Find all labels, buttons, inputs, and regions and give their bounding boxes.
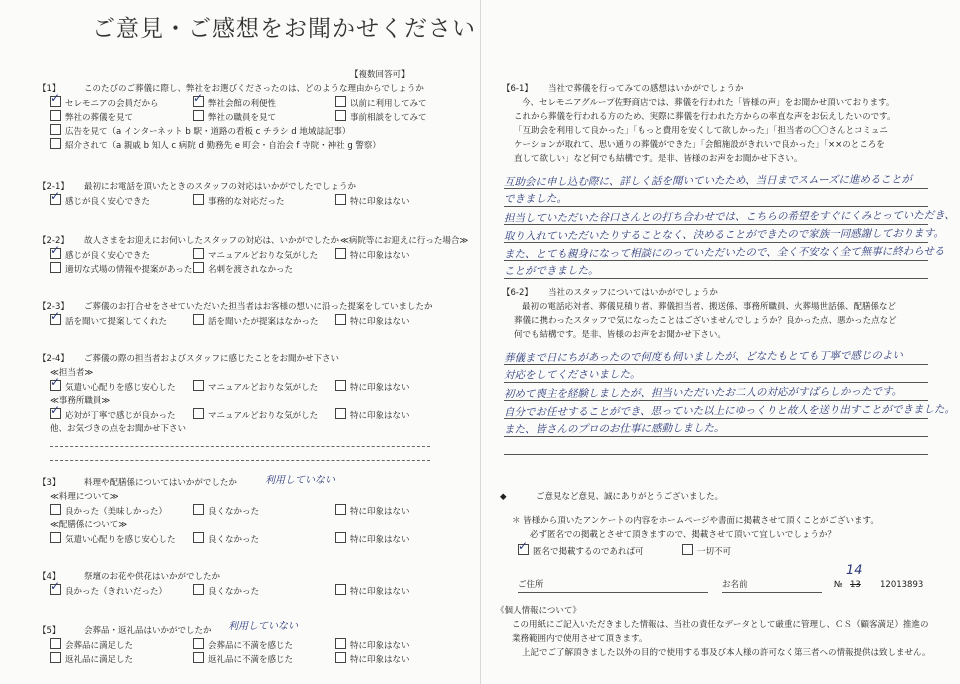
serial-no-struck: 13 [850, 580, 861, 590]
q6-1-handwritten-line: ことができました。 [503, 264, 599, 278]
checkbox[interactable] [50, 532, 61, 543]
checkbox[interactable] [50, 584, 61, 595]
checkbox[interactable] [335, 380, 346, 391]
checkbox[interactable] [193, 408, 204, 419]
checkbox[interactable] [50, 124, 61, 135]
q3-option[interactable]: 良くなかった [193, 532, 259, 547]
publish-line-1: ＊ 皆様から頂いたアンケートの内容をホームページや書面に掲載させて頂くことがございます。 [512, 516, 879, 526]
question-6-1: 【6-1】 当社で葬儀を行ってみての感想はいかがでしょうか [502, 84, 744, 94]
q1-text: このたびのご葬儀に際し、弊社をお選びくださったのは、どのような理由からでしょうか [84, 84, 424, 94]
q2-2-note: ≪病院等にお迎えに行った場合≫ [340, 236, 469, 246]
q1-option[interactable]: 紹介されて（a 親戚 b 知人 c 病院 d 勤務先 e 町会・自治会 f 寺院・神社 g 警察） [50, 138, 381, 153]
q1-option[interactable]: 広告を見て（a インターネット b 駅・道路の看板 c チラシ d 地域誌記事） [50, 124, 350, 139]
multi-answer-note: 【複数回答可】 [350, 70, 410, 80]
q1-option[interactable]: 事前相談をしてみて [335, 110, 427, 125]
question-2-1: 【2-1】 最初にお電話を頂いたときのスタッフの対応はいかがでしたでしょうか [38, 182, 357, 192]
write-line [50, 446, 430, 447]
right-page [482, 0, 960, 684]
q5-option[interactable]: 会葬品に不満を感じた [193, 638, 293, 653]
q4-option[interactable]: 特に印象はない [335, 584, 410, 599]
checkbox[interactable] [50, 314, 61, 325]
q1-number: 【1】 [38, 84, 61, 94]
q2-4-option[interactable]: ✓気遣い心配りを感じ安心した [50, 380, 176, 395]
q6-2-desc-line: 何でも結構です。是非、皆様のお声をお聞かせ下さい。 [514, 330, 726, 340]
checkbox[interactable] [193, 638, 204, 649]
checkbox[interactable] [335, 110, 346, 121]
q3-sub-food: ≪料理について≫ [50, 492, 119, 502]
checkbox[interactable] [50, 638, 61, 649]
q5-option[interactable]: 特に印象はない [335, 638, 410, 653]
question-1 [38, 82, 424, 96]
q3-option[interactable]: 気遣い心配りを感じ安心した [50, 532, 176, 547]
name-field-line [722, 592, 822, 593]
q3-sub-server: ≪配膳係について≫ [50, 520, 128, 530]
address-label: ご住所 [518, 580, 544, 590]
checkbox[interactable] [335, 652, 346, 663]
q6-1-desc-line: 「互助会を利用して良かった」「もっと費用を安くして欲しかった」「担当者の〇〇さんとコミュニ [514, 126, 888, 136]
checkbox[interactable] [335, 584, 346, 595]
checkbox[interactable] [193, 262, 204, 273]
q3-option[interactable]: 良かった（美味しかった） [50, 504, 167, 519]
checkbox[interactable] [50, 138, 61, 149]
checkbox[interactable] [335, 314, 346, 325]
checkbox[interactable] [335, 408, 346, 419]
q2-4-option[interactable]: 特に印象はない [335, 380, 410, 395]
write-line [504, 278, 928, 279]
write-line [504, 206, 928, 207]
q2-1-option[interactable]: 特に印象はない [335, 194, 410, 209]
q2-4-option[interactable]: マニュアルどおりな気がした [193, 380, 318, 395]
q2-2-option[interactable]: 適切な式場の情報や提案があった [50, 262, 192, 277]
checkbox[interactable] [193, 248, 204, 259]
checkbox[interactable] [518, 544, 529, 555]
q4-option[interactable]: 良くなかった [193, 584, 259, 599]
q2-4-option[interactable]: マニュアルどおりな気がした [193, 408, 318, 423]
checkbox[interactable] [335, 194, 346, 205]
q2-2-option[interactable]: 名刺を渡されなかった [193, 262, 293, 277]
checkbox[interactable] [50, 408, 61, 419]
q6-2-desc-line: 最初の電話応対者、葬儀見積り者、葬儀担当者、搬送係、事務所職員、火葬場世話係、配膳係など [522, 302, 897, 312]
q6-1-handwritten-line: 取り入れていただいたりすることなく、決めることができたので家族一同感謝しております。 [503, 227, 944, 243]
q2-2-option[interactable]: マニュアルどおりな気がした [193, 248, 318, 263]
q1-option[interactable]: ✓セレモニアの会員だから [50, 96, 159, 111]
q1-option[interactable]: 弊社の葬儀を見て [50, 110, 133, 125]
q2-4-option[interactable]: 特に印象はない [335, 408, 410, 423]
privacy-line: 上記でご了解頂きました以外の目的で使用する事及び本人様の許可なく第三者への情報提供は致しません。 [522, 648, 931, 658]
serial-no-label: № [834, 580, 843, 590]
q5-handwritten-note: 利用していない [227, 620, 299, 633]
q4-option[interactable]: ✓良かった（きれいだった） [50, 584, 167, 599]
checkbox[interactable] [50, 652, 61, 663]
page-fold [480, 0, 481, 684]
checkbox[interactable] [335, 504, 346, 515]
q5-option[interactable]: 返礼品に不満を感じた [193, 652, 293, 667]
q3-option[interactable]: 特に印象はない [335, 532, 410, 547]
privacy-title: 《個人情報について》 [496, 606, 581, 616]
question-5: 【5】 会葬品・返礼品はいかがでしたか [38, 626, 212, 636]
q6-2-desc-line: 葬儀に携わったスタッフで気になったことはございませんでしょうか？良かった点、悪かった点など [514, 316, 897, 326]
q6-2-handwritten-line: 自分でお任せすることができ、思っていた以上にゆっくりと故人を送り出すことができました。 [503, 403, 956, 419]
write-line [50, 460, 430, 461]
q6-1-handwritten-line: また、とても親身になって相談にのっていただいたので、全く不安なく全て無事に終わらせる [503, 245, 945, 261]
checkbox[interactable] [193, 504, 204, 515]
question-6-2: 【6-2】 当社のスタッフについてはいかがでしょうか [502, 288, 718, 298]
checkbox[interactable] [193, 652, 204, 663]
q6-2-handwritten-line: 対応をしてくださいました。 [503, 368, 641, 382]
publish-option[interactable]: ✓匿名で掲載するのであれば可 [518, 544, 644, 559]
checkbox[interactable] [193, 314, 204, 325]
q6-1-desc-line: ケーションが取れて、思い通りの葬儀ができた」「会館施設がきれいで良かった」「××のところを [514, 140, 885, 150]
serial-no-handwritten: 14 [845, 562, 863, 579]
checkbox[interactable] [193, 532, 204, 543]
question-2-4: 【2-4】 ご葬儀の際の担当者およびスタッフに感じたことをお聞かせ下さい [38, 354, 340, 364]
q2-1-option[interactable]: 事務的な対応だった [193, 194, 285, 209]
question-2-2: 【2-2】 故人さまをお迎えにお伺いしたスタッフの対応は、いかがでしたか [38, 236, 340, 246]
name-label: お名前 [722, 580, 748, 590]
question-3: 【3】 料理や配膳係についてはいかがでしたか [38, 478, 237, 488]
q2-4-sub-staff: ≪担当者≫ [50, 368, 94, 378]
q2-4-option[interactable]: ✓応対が丁寧で感じが良かった [50, 408, 176, 423]
q6-2-handwritten-line: 葬儀まで日にちがあったので何度も伺いましたが、どなたもとても丁寧で感じのよい [503, 349, 903, 365]
checkbox[interactable] [335, 96, 346, 107]
address-field-line [518, 592, 708, 593]
q6-1-handwritten-line: 互助会に申し込む際に、詳しく話を聞いていたため、当日までスムーズに進めることが [503, 173, 913, 189]
checkbox[interactable] [50, 262, 61, 273]
q2-2-option[interactable]: ✓感じが良く安心できた [50, 248, 150, 263]
q6-1-desc-line: 直して欲しい」など何でも結構です。是非、皆様のお声をお聞かせ下さい。 [514, 154, 803, 164]
checkbox[interactable] [50, 110, 61, 121]
checkbox[interactable] [50, 504, 61, 515]
left-page [0, 0, 478, 684]
q2-4-other-prompt: 他、お気づきの点をお聞かせ下さい [50, 424, 187, 434]
checkbox[interactable] [50, 194, 61, 205]
q1-option[interactable]: 以前に利用してみて [335, 96, 427, 111]
q2-3-option[interactable]: 特に印象はない [335, 314, 410, 329]
checkbox[interactable] [50, 248, 61, 259]
q5-option[interactable]: 返礼品に満足した [50, 652, 133, 667]
write-line [504, 382, 928, 383]
write-line [504, 454, 928, 455]
q2-3-option[interactable]: ✓話を聞いて提案してくれた [50, 314, 167, 329]
q2-2-option[interactable]: 特に印象はない [335, 248, 410, 263]
q2-1-option[interactable]: ✓感じが良く安心できた [50, 194, 150, 209]
thanks-bullet-icon: ◆ [500, 492, 507, 502]
checkbox[interactable] [335, 638, 346, 649]
q6-2-handwritten-line: 初めて喪主を経験しましたが、担当いただいたお二人の対応がすばらしかったです。 [503, 385, 903, 401]
checkbox[interactable] [193, 110, 204, 121]
serial-code: 12013893 [880, 580, 924, 590]
privacy-line: 業務範囲内で使用させて頂きます。 [512, 634, 648, 644]
q6-1-handwritten-line: 担当していただいた谷口さんとの打ち合わせでは、こちらの希望をすぐにくみとっていただき、 [503, 209, 955, 225]
checkbox[interactable] [50, 380, 61, 391]
q6-2-handwritten-line: また、皆さんのプロのお仕事に感動しました。 [503, 422, 725, 436]
checkbox[interactable] [335, 532, 346, 543]
q5-option[interactable]: 特に印象はない [335, 652, 410, 667]
checkbox[interactable] [193, 380, 204, 391]
question-2-3: 【2-3】 ご葬儀のお打合せをさせていただいた担当者はお客様の想いに沿った提案をしていましたか [38, 302, 433, 312]
publish-line-2: 必ず匿名での掲載とさせて頂きますので、掲載させて頂いて宜しいでしょうか？ [530, 530, 836, 540]
q6-1-desc-line: 今、セレモニアグループ佐野商店では、葬儀を行われた「皆様の声」をお聞かせ頂いております。 [522, 98, 895, 108]
checkbox[interactable] [193, 584, 204, 595]
q6-1-desc-line: これから葬儀を行われる方のため、実際に葬儀を行われた方からの率直な声をお伝えしたいのです。 [514, 112, 896, 122]
checkbox[interactable] [193, 96, 204, 107]
question-4: 【4】 祭壇のお花や供花はいかがでしたか [38, 572, 221, 582]
q6-1-handwritten-line: できました。 [503, 192, 568, 206]
publish-option[interactable]: 一切不可 [682, 544, 731, 559]
q3-option[interactable]: 良くなかった [193, 504, 259, 519]
q1-option[interactable]: 弊社の職員を見て [193, 110, 276, 125]
privacy-line: この用紙にご記入いただきました情報は、当社の責任なデータとして厳重に管理し、ＣＳ（顧客満足）推進の [512, 620, 929, 630]
checkbox[interactable] [682, 544, 693, 555]
checkbox[interactable] [193, 194, 204, 205]
checkbox[interactable] [335, 248, 346, 259]
checkbox[interactable] [50, 96, 61, 107]
q3-option[interactable]: 特に印象はない [335, 504, 410, 519]
q5-option[interactable]: 会葬品に満足した [50, 638, 133, 653]
thanks-text: ご意見など意見、誠にありがとうございました。 [536, 492, 724, 502]
q3-handwritten-note: 利用していない [264, 474, 336, 487]
q1-option[interactable]: ✓ 弊社会館の利便性 [193, 96, 276, 111]
page-title: ご意見・ご感想をお聞かせください [92, 16, 476, 42]
q2-4-sub-office: ≪事務所職員≫ [50, 396, 111, 406]
q2-3-option[interactable]: 話を聞いたが提案はなかった [193, 314, 319, 329]
